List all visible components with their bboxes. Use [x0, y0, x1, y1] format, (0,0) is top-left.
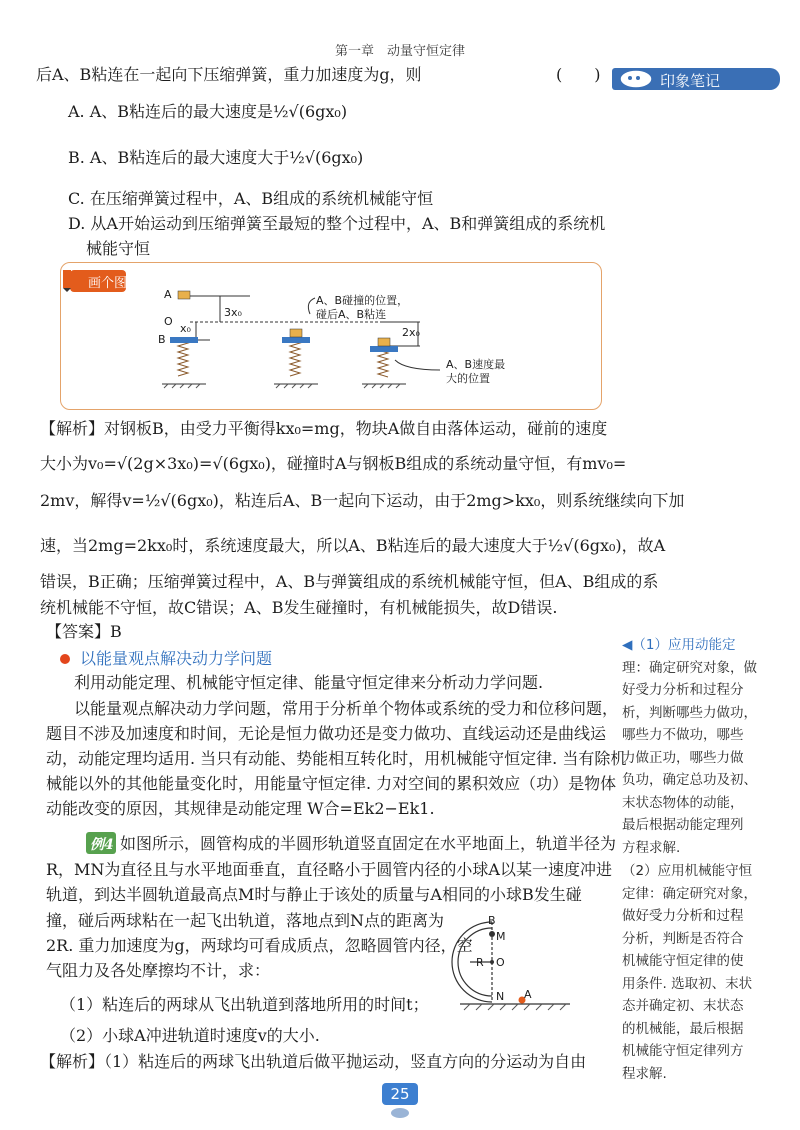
section-para-5: 动能改变的原因，其规律是动能定理 W合=Ek2−Ek1.	[46, 799, 435, 818]
example-line-4: 撞，碰后两球粘在一起飞出轨道，落地点到N点的距离为	[46, 911, 445, 930]
track-label-b: B	[488, 914, 496, 927]
pencil-icon	[60, 268, 74, 292]
example-line-1: 如图所示，圆管构成的半圆形轨道竖直固定在水平地面上，轨道半径为	[120, 834, 617, 853]
track-label-o: O	[496, 956, 505, 969]
sidebar-note1-line: 析，判断哪些力做功，	[622, 704, 757, 721]
section-title: 以能量观点解决动力学问题	[80, 649, 273, 668]
figure-label-a: A	[164, 288, 172, 301]
figure-label-b: B	[158, 333, 166, 346]
sidebar-note2-line: 用条件. 选取初、末状	[622, 975, 753, 992]
option-a: A. A、B粘连后的最大速度是½√(6gx₀)	[68, 102, 348, 121]
example-line-5: 2R. 重力加速度为g，两球均可看成质点，忽略圆管内径，空	[46, 936, 473, 955]
sidebar-note2-line: 态并确定初、末状态	[622, 998, 744, 1014]
example-line-3: 轨道，到达半圆轨道最高点M时与静止于该处的质量与A相同的小球B发生碰	[46, 885, 582, 904]
figure-label-3x0: 3x₀	[224, 306, 242, 319]
section-para-1: 以能量观点解决动力学问题，常用于分析单个物体或系统的受力和位移问题，	[74, 699, 619, 718]
sidebar-note1-line: 最后根据动能定理列	[622, 817, 744, 833]
answer-paren: ( )	[556, 65, 601, 84]
chapter-header: 第一章 动量守恒定律	[334, 44, 465, 59]
sidebar-note2-line: 的机械能，最后根据	[622, 1020, 744, 1037]
example-question-1: （1）粘连后的两球从飞出轨道到落地所用的时间t；	[60, 995, 429, 1014]
figure-label-o: O	[164, 315, 173, 328]
analysis-line-5: 错误，B正确；压缩弹簧过程中，A、B与弹簧组成的系统机械能守恒，但A、B组成的系	[40, 572, 659, 591]
figure-badge-text: 画个图	[88, 276, 128, 291]
example-line-6: 气阻力及各处摩擦均不计，求：	[46, 961, 271, 980]
track-label-a: A	[524, 988, 532, 1001]
figure-note2-line2: 大的位置	[446, 372, 490, 385]
sidebar-note1-line: 负功，确定总功及初、	[622, 772, 757, 788]
example-analysis-start: 【解析】（1）粘连后的两球飞出轨道后做平抛运动，竖直方向的分运动为自由	[40, 1052, 587, 1071]
sidebar-note1-line: 方程求解.	[622, 839, 681, 856]
track-label-n: N	[496, 990, 505, 1003]
sidebar-note2-line: （2）应用机械能守恒	[622, 863, 753, 879]
figure-note1-line2: 碰后A、B粘连	[316, 308, 387, 321]
example-line-2: R，MN为直径且与水平地面垂直，直径略小于圆管内径的小球A以某一速度冲进	[46, 860, 612, 879]
note-title: 印象笔记	[660, 72, 721, 90]
sidebar-note1-line: 哪些力不做功，哪些	[622, 727, 744, 743]
analysis-line-3: 2mv，解得v=½√(6gx₀)，粘连后A、B一起向下运动，由于2mg>kx₀，则系统继续向下加	[40, 491, 685, 510]
option-d-cont: 械能守恒	[86, 239, 151, 258]
analysis-line-2: 大小为v₀=√(2g×3x₀)=√(6gx₀)，碰撞时A与钢板B组成的系统动量守恒，有mv₀=	[40, 454, 627, 473]
section-bullet-icon	[60, 654, 70, 664]
analysis-line-1: 【解析】对钢板B，由受力平衡得kx₀=mg，物块A做自由落体运动，碰前的速度	[40, 419, 608, 438]
question-stem: 后A、B粘连在一起向下压缩弹簧，重力加速度为g，则	[36, 65, 422, 84]
sidebar-note-1	[622, 634, 782, 859]
track-label-r: R	[476, 956, 484, 969]
sidebar-note1-line: ◀（1）应用动能定	[622, 637, 736, 653]
analysis-line-4: 速，当2mg=2kx₀时，系统速度最大，所以A、B粘连后的最大速度大于½√(6gx₀)，故A	[40, 536, 666, 555]
sidebar-note2-line: 机械能守恒定律列方	[622, 1043, 744, 1059]
figure-label-x0: x₀	[180, 322, 191, 335]
sidebar-note2-line: 程求解.	[622, 1065, 667, 1082]
figure-note2-line1: A、B速度最	[446, 358, 506, 371]
footer-ornament-icon	[388, 1106, 412, 1120]
sidebar-note1-line: 末状态物体的动能，	[622, 794, 744, 811]
page-number: 25	[382, 1083, 418, 1105]
sidebar-note2-line: 做好受力分析和过程	[622, 908, 744, 924]
sidebar-note2-line: 定律：确定研究对象，	[622, 885, 757, 902]
option-d: D. 从A开始运动到压缩弹簧至最短的整个过程中，A、B和弹簧组成的系统机	[68, 214, 606, 233]
example-question-2: （2）小球A冲进轨道时速度v的大小.	[60, 1026, 320, 1045]
section-para-2: 题目不涉及加速度和时间，无论是恒力做功还是变力做功、直线运动还是曲线运	[46, 724, 607, 743]
figure-note1-line1: A、B碰撞的位置，	[316, 294, 409, 307]
example-badge-text: 例4	[90, 837, 114, 853]
option-b: B. A、B粘连后的最大速度大于½√(6gx₀)	[68, 148, 364, 167]
section-intro: 利用动能定理、机械能守恒定律、能量守恒定律来分析动力学问题.	[74, 673, 544, 692]
track-label-m: M	[496, 930, 506, 943]
sidebar-note1-line: 理：确定研究对象，做	[622, 659, 757, 676]
section-para-4: 械能以外的其他能量变化时，用能量守恒定律. 力对空间的累积效应（功）是物体	[46, 774, 617, 793]
analysis-line-6: 统机械能不守恒，故C错误；A、B发生碰撞时，有机械能损失，故D错误.	[40, 598, 558, 617]
sidebar-note-2	[622, 860, 782, 1085]
sidebar-note2-line: 分析，判断是否符合	[622, 930, 744, 947]
sidebar-note2-line: 机械能守恒定律的使	[622, 953, 744, 969]
answer-line: 【答案】B	[46, 622, 122, 641]
sidebar-note1-line: 力做正功，哪些力做	[622, 749, 744, 766]
notebook-icon	[616, 66, 656, 92]
section-para-3: 动，动能定理均适用. 当只有动能、势能相互转化时，用机械能守恒定律. 当有除机	[46, 749, 627, 768]
sidebar-note1-line: 好受力分析和过程分	[622, 682, 744, 698]
figure-label-2x0: 2x₀	[402, 326, 420, 339]
option-c: C. 在压缩弹簧过程中，A、B组成的系统机械能守恒	[68, 189, 434, 208]
